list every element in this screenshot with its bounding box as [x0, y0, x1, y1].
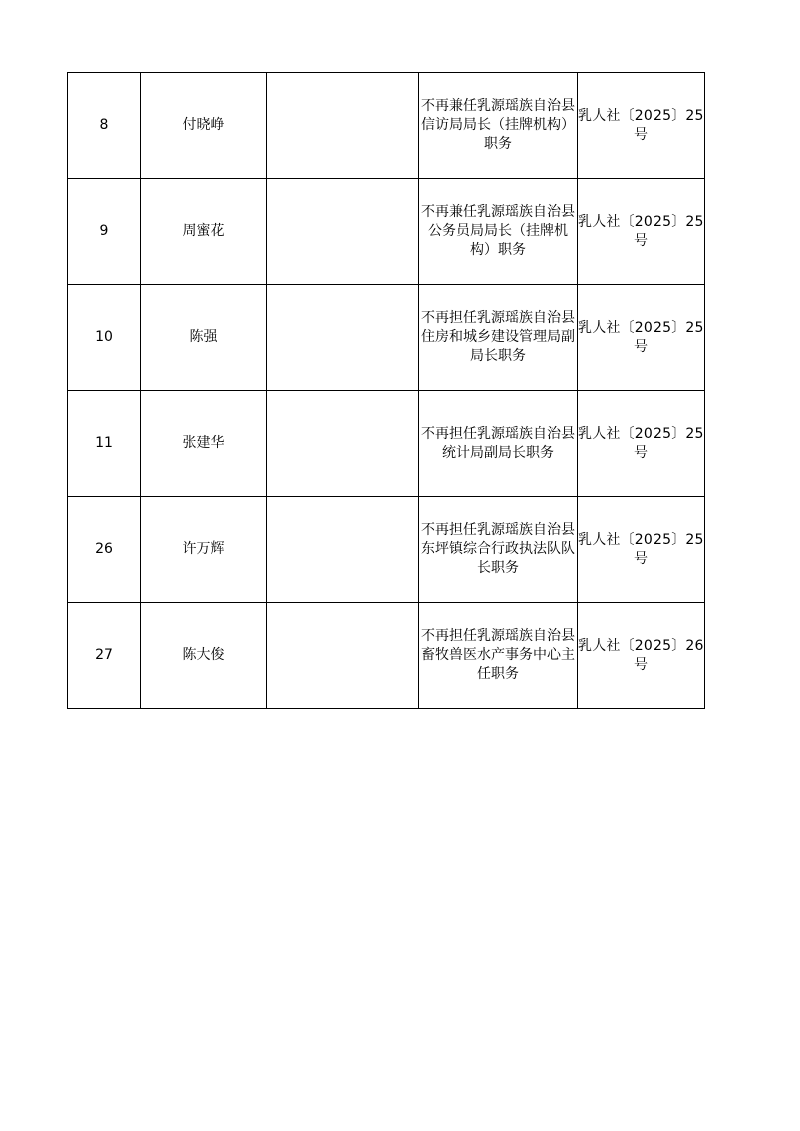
table-row — [68, 603, 705, 709]
document-number — [578, 285, 705, 391]
document-number-suffix: 号 — [634, 338, 648, 355]
row-number: 27 — [68, 603, 141, 709]
document-number-suffix: 号 — [634, 232, 648, 249]
document-number-main: 乳人社〔2025〕25 — [578, 319, 704, 336]
document-number — [578, 497, 705, 603]
document-number — [578, 73, 705, 179]
document-number-main: 乳人社〔2025〕25 — [578, 531, 704, 548]
document-number-suffix: 号 — [634, 444, 648, 461]
empty-cell — [267, 73, 419, 179]
empty-cell — [267, 497, 419, 603]
empty-cell — [267, 391, 419, 497]
row-number: 11 — [68, 391, 141, 497]
position-change: 不再兼任乳源瑶族自治县公务员局局长（挂牌机构）职务 — [419, 179, 578, 285]
person-name: 张建华 — [141, 391, 267, 497]
document-number-main: 乳人社〔2025〕25 — [578, 213, 704, 230]
empty-cell — [267, 179, 419, 285]
document-number-suffix: 号 — [634, 126, 648, 143]
table-row — [68, 497, 705, 603]
row-number: 26 — [68, 497, 141, 603]
person-name: 周蜜花 — [141, 179, 267, 285]
row-number: 9 — [68, 179, 141, 285]
table-row — [68, 285, 705, 391]
table-row — [68, 179, 705, 285]
row-number: 10 — [68, 285, 141, 391]
row-number: 8 — [68, 73, 141, 179]
position-change: 不再担任乳源瑶族自治县畜牧兽医水产事务中心主任职务 — [419, 603, 578, 709]
person-name: 许万辉 — [141, 497, 267, 603]
person-name: 付晓峥 — [141, 73, 267, 179]
position-change: 不再担任乳源瑶族自治县东坪镇综合行政执法队队长职务 — [419, 497, 578, 603]
person-name: 陈大俊 — [141, 603, 267, 709]
document-number-suffix: 号 — [634, 550, 648, 567]
document-number — [578, 603, 705, 709]
personnel-table — [67, 72, 705, 709]
position-change: 不再担任乳源瑶族自治县统计局副局长职务 — [419, 391, 578, 497]
document-number-main: 乳人社〔2025〕25 — [578, 425, 704, 442]
position-change: 不再担任乳源瑶族自治县住房和城乡建设管理局副局长职务 — [419, 285, 578, 391]
document-number-main: 乳人社〔2025〕26 — [578, 637, 704, 654]
empty-cell — [267, 603, 419, 709]
document-number-suffix: 号 — [634, 656, 648, 673]
document-number — [578, 179, 705, 285]
person-name: 陈强 — [141, 285, 267, 391]
position-change: 不再兼任乳源瑶族自治县信访局局长（挂牌机构）职务 — [419, 73, 578, 179]
table-row — [68, 391, 705, 497]
table-row — [68, 73, 705, 179]
document-number-main: 乳人社〔2025〕25 — [578, 107, 704, 124]
document-number — [578, 391, 705, 497]
empty-cell — [267, 285, 419, 391]
